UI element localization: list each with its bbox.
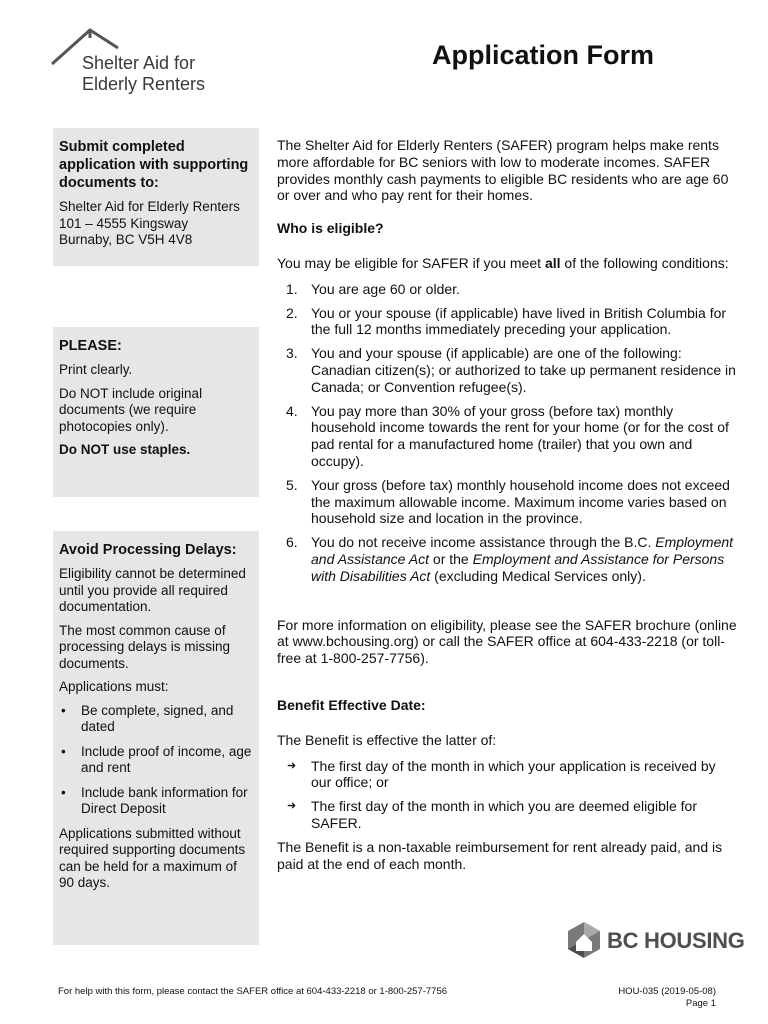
condition-number: 4. (286, 402, 298, 419)
arrow-icon: ➜ (287, 759, 297, 772)
bc-housing-logo (564, 920, 745, 960)
footer-help-text: For help with this form, please contact the SAFER office at 604-433-2218 or 1-800-257-7756 (58, 986, 448, 997)
benefit-item-text: The first day of the month in which your application is received by our office; or (311, 757, 716, 791)
list-item (277, 403, 737, 470)
condition-number: 6. (286, 534, 298, 551)
form-number: HOU-035 (2019-05-08) (618, 986, 716, 997)
list-item (277, 798, 737, 832)
list-item: • Include proof of income, age and rent (59, 744, 253, 777)
condition-text: You and your spouse (if applicable) are one of the following: Canadian citizen(s); or authorized to take up permanent residence in Canada; or Convention refugee(s). (311, 345, 736, 395)
delays-para-4: Applications submitted without required supporting documents can be held for a maximum of 90 days. (59, 825, 246, 890)
delays-box (53, 531, 259, 945)
submit-address-line-1: Shelter Aid for Elderly Renters (59, 199, 240, 214)
benefit-list (277, 758, 737, 832)
condition-text: You pay more than 30% of your gross (before tax) monthly household income towards the rent for your home (or for the cost of pad rental for a manufactured home (trailer) that you own and occupy). (311, 402, 729, 469)
condition-number: 2. (286, 304, 298, 321)
list-item (277, 477, 737, 527)
list-item (277, 758, 737, 792)
condition-number: 1. (286, 280, 298, 297)
more-info-paragraph: For more information on eligibility, please see the SAFER brochure (online at www.bchousing.org) or call the SAFER office at 604-433-2218 (or toll-free at 1-800-257-7756). (277, 616, 737, 667)
safer-logo (50, 26, 250, 98)
condition-text: You are age 60 or older. (311, 280, 460, 297)
list-item (277, 305, 737, 339)
page-number: Page 1 (685, 998, 716, 1009)
condition-6-part-2: or the (429, 550, 473, 567)
benefit-item-text: The first day of the month in which you are deemed eligible for SAFER. (311, 798, 697, 831)
condition-text: Your gross (before tax) monthly household income does not exceed the maximum allowable income. Maximum income varies based on household size and location in the province. (311, 476, 730, 527)
condition-6-part-1: You do not receive income assistance through the B.C. (311, 534, 656, 551)
intro-paragraph: The Shelter Aid for Elderly Renters (SAFER) program helps make rents more affordable for BC seniors with low to moderate incomes. SAFER provides monthly cash payments to eligible BC residents who are age 60 or over and who pay rent for their homes. (277, 137, 729, 204)
page-title: Application Form (432, 40, 654, 70)
condition-text: You or your spouse (if applicable) have lived in British Columbia for the full 12 months immediately preceding your application. (311, 304, 727, 338)
please-line-1: Print clearly. (59, 362, 133, 377)
logo-line-1: Shelter Aid for (82, 53, 196, 73)
main-content (277, 137, 737, 881)
list-item (277, 534, 737, 584)
benefit-note: The Benefit is a non-taxable reimbursement for rent already paid, and is paid at the end of each month. (277, 838, 723, 872)
submit-heading: Submit completed application with supporting documents to: (59, 139, 249, 191)
delays-bullet-list (59, 703, 253, 818)
condition-number: 3. (286, 345, 298, 362)
condition-6-act-1: Employment and Assistance Act (311, 534, 734, 567)
please-box (53, 327, 259, 497)
condition-number: 5. (286, 476, 298, 493)
house-hexagon-icon (564, 920, 604, 960)
benefit-lead: The Benefit is effective the latter of: (277, 731, 497, 748)
delays-para-1: Eligibility cannot be determined until you provide all required documentation. (59, 566, 246, 614)
list-item (277, 345, 737, 395)
arrow-icon: ➜ (287, 800, 297, 813)
eligible-lead-bold: all (544, 254, 561, 271)
condition-6-act-2: Employment and Assistance for Persons with Disabilities Act (311, 550, 725, 584)
list-item: • Be complete, signed, and dated (59, 703, 253, 736)
delays-para-2: The most common cause of processing delays is missing documents. (59, 622, 231, 671)
please-line-2: Do NOT include original documents (we require photocopies only). (59, 385, 203, 434)
eligible-lead (277, 255, 737, 272)
submit-address-line-3: Burnaby, BC V5H 4V8 (59, 232, 193, 247)
logo-line-2: Elderly Renters (82, 74, 206, 94)
list-item: • Include bank information for Direct Deposit (59, 785, 253, 818)
please-heading: PLEASE: (59, 338, 122, 354)
eligible-lead-start: You may be eligible for SAFER if you meet (277, 254, 545, 271)
bc-housing-wordmark: BC HOUSING (607, 928, 745, 953)
delays-para-3: Applications must: (59, 679, 169, 694)
eligible-lead-end: of the following conditions: (560, 254, 729, 271)
delays-heading: Avoid Processing Delays: (59, 542, 237, 558)
conditions-list (277, 281, 737, 585)
submit-address-line-2: 101 – 4555 Kingsway (59, 215, 189, 231)
benefit-heading: Benefit Effective Date: (277, 696, 426, 713)
eligible-heading: Who is eligible? (277, 220, 384, 237)
form-number-block (618, 986, 716, 1010)
condition-text (311, 534, 733, 584)
condition-6-part-3: (excluding Medical Services only). (430, 567, 646, 584)
submit-box (53, 128, 259, 266)
list-item (277, 281, 737, 298)
please-line-3: Do NOT use staples. (59, 442, 191, 457)
